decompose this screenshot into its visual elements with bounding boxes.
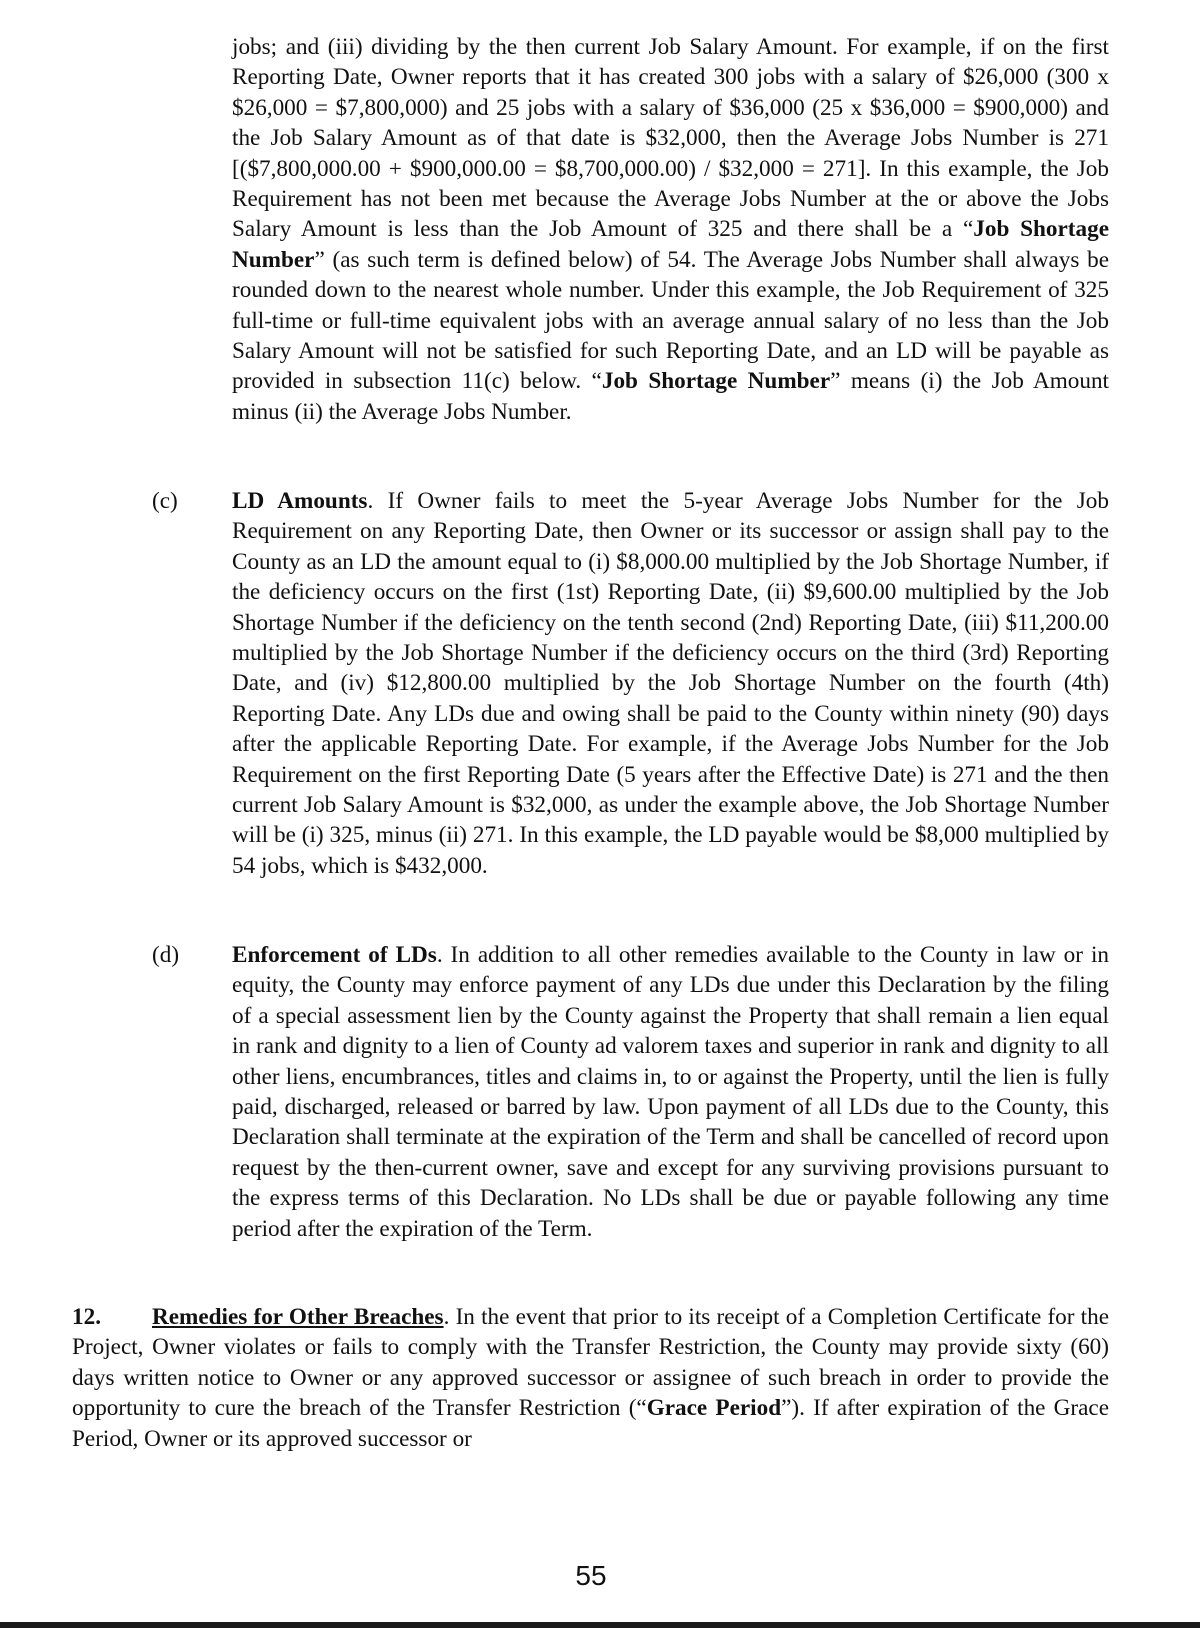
page-number: 55 — [575, 1560, 607, 1591]
subsection-heading: Enforcement of LDs — [232, 942, 437, 968]
section-number: 12. — [72, 1304, 101, 1330]
paragraph-b-text: ” means (i) the Job Amount minus (ii) the Average Jobs Number. — [232, 368, 1109, 425]
subsection-label-c: (c) — [152, 488, 178, 514]
subsection-label-d: (d) — [152, 942, 180, 968]
subsection-heading: LD Amounts — [232, 488, 368, 514]
paragraph-d-text: . In addition to all other remedies available to the County in law or in equity, the County may enforce payment of any LDs due under this Declaration by the filing of a special assessment lien by the County against the Property that shall remain a lien equal in rank and dignity to a lien of County ad valorem taxes and superior in rank and dignity to all other liens, encumbrances, titles and claims in, to or against the Property, until the lien is fully paid, discharged, released or barred by law. Upon payment of all LDs due to the County, this Declaration shall terminate at the expiration of the Term and shall be cancelled of record upon request by the then-current owner, save and except for any surviving provisions pursuant to the express terms of this Declaration. No LDs shall be due or payable following any time period after the expiration of the Term. — [232, 942, 1109, 1242]
paragraph-d-enforcement — [232, 940, 1109, 1244]
paragraph-b-text: ” (as such term is defined below) of 54. The Average Jobs Number shall always be rounded down to the nearest whole number. Under this example, the Job Requirement of 325 full-time or full-time equivalent jobs with an average annual salary of no less than the Job Salary Amount will not be satisfied for such Reporting Date, and an LD will be payable as provided in subsection 11(c) below. “ — [232, 246, 1109, 395]
defined-term-job-shortage-number: Job Shortage Number — [232, 216, 1109, 273]
paragraph-b-text: jobs; and (iii) dividing by the then current Job Salary Amount. For example, if on the first Reporting Date, Owner reports that it has created 300 jobs with a salary of $26,000 (300 x $26,000 = $7,800,000) and 25 jobs with a salary of $36,000 (25 x $36,000 = $900,000) and the Job Salary Amount as of that date is $32,000, then the Average Jobs Number is 271 [($7,800,000.00 + $900,000.00 = $8,700,000.00) / $32,000 = 271]. In this example, the Job Requirement has not been met because the Average Jobs Number at the or above the Jobs Salary Amount is less than the Job Amount of 325 and there shall be a “ — [232, 34, 1109, 243]
page-bottom-edge — [0, 1622, 1200, 1628]
section-title: Remedies for Other Breaches — [152, 1304, 444, 1330]
section-12-text: . In the event that prior to its receipt of a Completion Certificate for the Project, Owner violates or fails to comply with the Transfer Restriction, the County may provide sixty (60) days written notice to Owner or any approved successor or assignee of such breach in order to provide the opportunity to cure the breach of the Transfer Restriction (“ — [72, 1304, 1110, 1422]
paragraph-c-ld-amounts — [232, 486, 1109, 881]
section-12-remedies — [72, 1302, 1109, 1454]
paragraph-b-continuation — [232, 32, 1109, 427]
defined-term-grace-period: Grace Period — [646, 1395, 782, 1422]
paragraph-c-text: . If Owner fails to meet the 5-year Average Jobs Number for the Job Requirement on any Reporting Date, then Owner or its successor or assign shall pay to the County as an LD the amount equal to (i) $8,000.00 multiplied by the Job Shortage Number, if the deficiency occurs on the first (1st) Reporting Date, (ii) $9,600.00 multiplied by the Job Shortage Number if the deficiency on the tenth second (2nd) Reporting Date, (iii) $11,200.00 multiplied by the Job Shortage Number if the deficiency occurs on the third (3rd) Reporting Date, and (iv) $12,800.00 multiplied by the Job Shortage Number on the fourth (4th) Reporting Date. Any LDs due and owing shall be paid to the County within ninety (90) days after the applicable Reporting Date. For example, if the Average Jobs Number for the Job Requirement on the first Reporting Date (5 years after the Effective Date) is 271 and the then current Job Salary Amount is $32,000, as under the example above, the Job Shortage Number will be (i) 325, minus (ii) 271. In this example, the LD payable would be $8,000 multiplied by 54 jobs, which is $432,000. — [232, 488, 1109, 879]
section-12-text: ”). If after expiration of the Grace Period, Owner or its approved successor or — [72, 1395, 1109, 1452]
defined-term-job-shortage-number: Job Shortage Number — [601, 368, 831, 395]
